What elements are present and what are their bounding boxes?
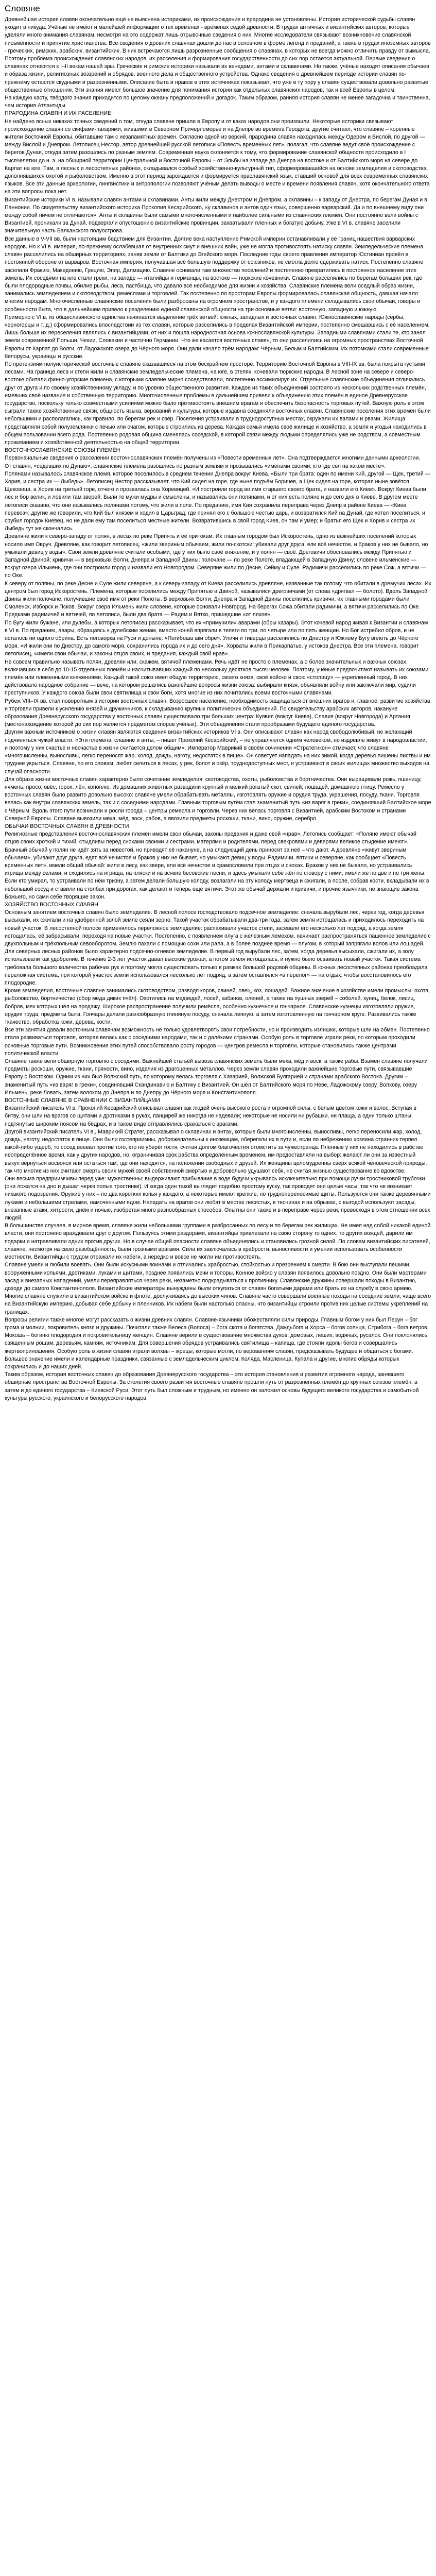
paragraph: Все эти занятия давали восточным славянам возможность не только удовлетворять свои потребности, но и производить излишки, которые шли на обмен. Постепенно стала развиваться торговля, которая велась как с соседними народами, так и с далёкими странами. Особую роль в торговле играли реки, по которым проходили основные торговые пути. Возникновение этих путей способствовало росту городов — центров ремесла и торговли, которые становились также центрами политической власти. [5,1027,430,1057]
paragraph: На каждую касту, твёрдого знания приходится по целому океану предположений и догадок. Таким образом, ранняя история славян не менее загадочна и таинственна, чем история Атлантиды. [5,95,430,109]
paragraph: Первоначальные сведения о расселении восточнославянских племён получены из «Повести временных лет». Она подтверждается многими данными археологии. [5,455,421,462]
paragraph: Не найдено ясных никаких точных сведений о том, откуда славяне пришли в Европу и от каких народов они произошли. Некоторые историки связывают происхождение славян со скифами-пахарями, жившими в Северном Причерноморье и на Днепре во времена Геродота; другие считают, что славяне – коренные жители Восточной Европы, обитавшие там с незапамятных времён. Согласно одной из версий, прародина славян находилась между Одером и Вислой, по другой — между Вислой и Днепром. Летописец Нестор, автор древнейшей русской летописи «Повесть временных лет», полагал, что славяне ведут своё происхождение с берегов Дуная, откуда затем разошлись по разным землям. Современная наука склоняется к тому, что формирование славянской общности происходило в I тысячелетии до н. э. на обширной территории Центральной и Восточной Европы – от Эльбы на западе до Днепра на востоке и от Балтийского моря на севере до Карпат на юге. Там, в лесных и лесостепных районах, складывался особый хозяйственно-культурный тип, сформировавшийся на основе земледелия и скотоводства, дополнявшихся охотой и рыболовством. Именно в этот период зарождается и формируется праславянский язык, ставший основой для всех современных славянских языков. Все эти данные археологии, лингвистики и антропологии позволяют учёным делать выводы о месте и времени появления славян, хотя окончательного ответа на эти вопросы пока нет. [5,118,430,195]
page-title: Словяне [5,4,40,13]
paragraph: Византийский писатель VI в. Прокопий Кесарийский описывал славян как людей очень высокого роста и огромной силы, с белым цветом кожи и волос. Вступая в битву, они шли на врагов со щитами и дротиками в руках, панцирей же никогда не надевали; некоторые не носили ни рубашки, ни плаща, а одни только штаны, подтянутые широким поясом на бёдрах, и в таком виде отправлялись сражаться с врагами. [5,1105,416,1127]
paragraph: По претензиям полуисторической восточные славяне оказавшиеся на этом бескрайнем просторе. Территорию Восточной Европы в VIII-IX вв. была покрыта густыми лесами. На границе леса и степи жили и славянские земледельческие племена, на юге, в степях, кочевали тюркские народы. В лесной зоне на севере и северо-востоке обитали финно-угорские племена, с которыми славяне мирно соседствовали, постепенно ассимилируя их. Отдельные славянские объединения отличались друг от друга и по своему хозяйственному укладу, и по уровню общественного развития. Каждое из таких объединений состояло из нескольких родственных племён, имевших своё название и собственную территорию. Многочисленные проблемы в дальнейшем привели к объединению этих племён в единое Древнерусское государство, поскольку только совместными усилиями можно было противостоять внешним врагам и обеспечить безопасность торговых путей. Важную роль в этом сыграли также хозяйственные связи, общность языка, верований и культуры, которые издавна соединяли восточных славян. Славянские поселения этих времён были небольшими и располагались, как правило, по берегам рек и озёр. Поселения устраивали в труднодоступных местах, окружали их валами и рвами. Жилища представляли собой полуземлянки с печью или очагом, которые строились из дерева. Каждая семья имела своё жилище и хозяйство, а земля и угодья находились в общем пользовании всего рода. Постепенно родовая община сменялась соседской, в которой связи между людьми определялись уже не родством, а совместным проживанием и хозяйственной деятельностью на общей территории. [5,361,431,446]
paragraph: Основным занятием восточных славян было земледелие. В лесной полосе господствовало подсечное земледелие: сначала вырубали лес, через год, когда деревья высыхали, их сжигали и на удобренной золой земле сеяли зерно. Такой участок обрабатывали два-три года, затем земля истощалась и приходилось переходить на новый участок. В лесостепной полосе применялось переложное земледелие: распахивали участок степи, засевали его несколько лет подряд, а когда земля истощалась, её забрасывали, переходя на новые участки. Постепенно, с появлением плуга с железным лемехом, начинает распространяться пашенное земледелие с двухпольным и трёхпольным севооборотом. Землю пахали с помощью сохи или рала, а в более позднее время — плугом, в который запрягали волов или лошадей. [5,909,431,947]
paragraph: Религиозные представления восточнославянских племён имели свои обычаи, законы предания и даже свой «нрав». Летопись сообщает: «Поляне имеют обычай отцов своих кроткий и тихий, стыдливы перед снохами своими и сестрами, матерями и родителями, перед свекровями и деверями великое стыдение имеют». Брачный обычай у полян не идёт зять за невестой, но приводят её накануне, а на следующий день приносят за неё – что дают. А древляне «живут звериным обычаем», убивают друг друга, едят всё нечистое и браков у них не бывает, но умыкают девиц у воды. Радимичи, вятичи и северяне, как сообщает «Повесть временных лет», имели общий обычай: жили в лесу, как звери, ели всё нечистое и срамословили при отцах и снохах. Браков у них не бывало, но устраивались игрища между селами, и сходились на игрища, на пляски и на всякие бесовские песни, и здесь умыкали себе жён по сговору с ними; имели же по две и по три жены. Если кто умирал, то устраивали по нём тризну, а затем делали большую колоду, возлагали на эту колоду мертвеца и сжигали, а после, собрав кости, вкладывали их в небольшой сосуд и ставили на столбах при дорогах, как делают и теперь ещё вятичи. Этот же обычай держали и кривичи, и прочие язычники, не знающие закона Божьего, но сами себе творящие закон. [5,831,429,900]
article-body [5,16,431,1402]
paragraph: Полянами называлось славянское племя, которое поселилось в среднем течении Днепра вокруг Киева. «Были три брата: один по имени Кий, другой — Щек, третий — Хорив, и сестра их — Лыбедь». Летописец Нестор рассказывает, что Кий сидел на горе, где ныне подъём Боричев, а Щек сидел на горе, которая ныне зовётся Щековица, а Хорив на третьей горе, отчего и прозвалась она Хоревицей. «И построили город во имя старшего своего брата, и назвали его Киев». Вокруг Киева были лес и бор велик, и ловили там зверей. Были те мужи мудры и смыслены, и назывались они полянами, и от них есть поляне и до сего дня в Киеве. В другом месте летописи сказано, что они назывались полянами потому, что жили в поле. По преданию, имя Кия сохранила переправа через Днепр в районе Киева — «Киев перевоз»; другие же говорили, что Кий был князем и ходил в Царьград, где принял его с большою честью царь, и возвратился Кий на Дунай, где хотел поселиться, и срубил городок Киевец, но не дали ему там поселиться местные жители. Возвратившись в свой город Киев, он там и умер; и братья его Щек и Хорив и сестра их Лыбедь тут же скончались. [5,470,431,532]
section-heading: ПРАРОДИНА СЛАВЯН И ИХ РАСЕЛЕНИЕ [5,110,112,117]
section-heading: ВОСТОЧНЫЕ СЛАВЯНЕ В СРАВНЕНИИ С ВИЗАНТИЙЦАМИ [5,1097,160,1104]
paragraph: Рубеж VIII–IX вв. стал поворотным в истории восточных славян. Возросшее население, необходимость защищаться от внешних врагов и, главное, развитие хозяйства и торговли привели к усилению князей и дружинников, к складыванию крупных политических объединений. По свидетельству арабских авторов, накануне образования Древнерусского государства у восточных славян существовало три больших центра: Куявия (вокруг Киева), Славия (вокруг Новгорода) и Артания (местонахождение которой до сих пор является предметом споров учёных). Эти объединения стали прообразами будущего единого государства. [5,698,430,728]
paragraph: Все данные в V-VII вв. были настоящим бедствием для Византии. Долгие века наступление Римской империи останавливали у её границ нашествия варварских народов. Но к VI в. империя, по-прежнему ослабевшая от внутренних смут и внешних войн, уже не могла противостоять натиску славян. Земледельческие племена славян расселились на обширных территориях, заняв земли от Балтики до Эгейского моря. Последние годы своего правления император Юстиниан провёл в постоянной обороне от варваров. Восточная империя, получавшая всё большую поддержку от союзников, не смогла долго сдерживать натиск. Постепенно славяне заселили Фракию, Македонию, Грецию, Эпир, Далмацию. Славяне основали там множество поселений и постепенно превратились в постоянное население этих земель. Их соседями на юге стали греки, на западе — италийцы и германцы, на востоке — тюркские кочевники. Славяне расселялись по берегам больших рек, где были плодородные почвы, обилие рыбы, леса, пастбища, что давало всё необходимое для жизни и хозяйства. Славянские племена вели оседлый образ жизни, занимались земледелием и скотоводством, ремёслами и торговлей. Так постепенно по просторам Европы формировалась славянская общность, давшая начало многим народам. Многочисленные славянские поселения были разбросаны на огромном пространстве, и у каждого племени складывались свои обычаи, говоры и особенности быта, что в дальнейшем привело к разделению единой славянской общности на три основные ветви: восточную, западную и южную. [5,235,424,313]
paragraph: Древнейшая история славян окончательно ещё не выяснена историками, их происхождение и прародина не установлены. История исторической судьбы славян уходит в никуда. Учёные не имеют и малейшей информации о тех временах - временах седой древности. В трудах античных и византийских авторов, которые уделяли много внимания славянам, несмотря на это содержат лишь отрывочные сведения о них. Многие исследователи связывают возникновение славянской письменности и принятие христианства. Все сведения о древних славянах дошли до нас в основном в форме легенд и преданий, а также в трудах иноземных авторов - греческих, римских, арабских, византийских. В них встречаются лишь разрозненные сообщения о славянах, в которых не всегда можно отличить правду от вымысла. Поэтому проблема происхождения славянских народов, их расселения и формирования государственности до сих пор остаётся актуальной. Первые сведения о славянах относятся к I–II векам нашей эры. Греческие и римские историки называли их венедами, антами и склавинами. Но также, учёные находят описания обычаев и образа жизни, религиозных воззрений и обрядов, военного дела и общественного устройства. Однако сведения о древнейшем периоде истории славян по-прежнему остаются скудными и разрозненными. Описание быта и нравов в этих источниках показывает, что уже в ту пору у славян существовали довольно развитые общественные отношения. Эти знания имеют большое значение для понимания истории как отдельных славянских народов, так и всей Европы в целом. [5,16,431,93]
section-heading: ВОСТОЧНОСЛАВЯНСКИЕ СОЮЗЫ ПЛЕМЁН [5,447,120,454]
paragraph: Византийские историки VI в. называли славян антами и склавинами. Анты жили между Днестром и Днепром, а склавины – к западу от Днестра, по берегам Дуная и в Паннонии. По свидетельству византийского историка Прокопия Кесарийского, «у склавинов и антов один язык, совершенно варварский. Да и по внешнему виду они между собой ничем не отличаются». Анты и склавины были самыми многочисленными и наиболее сильными из славянских племён. Они постоянно вели войны с Византией, проникали за Дунай, подвергали опустошению византийские провинции, захватывали пленных и богатую добычу. Уже в VI в. славяне заселили значительную часть Балканского полуострова. [5,196,427,234]
paragraph: В большинстве случаев, в мирное время, славяне жили небольшими группами в разбросанных по лесу и по берегам рек жилищах. Не имея над собой никакой единой власти, они постоянно враждовали друг с другом. Пользуясь этими раздорами, византийцы привлекали на свою сторону то одних, то других вождей, дарили им подарки и натравливали одних против других. Но в случае общей опасности славяне объединялись и становились грозной силой. По словам византийских писателей, славяне, несмотря на свою разобщённость, были грозными врагами. Сила их заключалась в храбрости, выносливости и умении использовать особенности местности. Византийцы с трудом отражали их набеги, а нередко и вовсе не могли им противостоять. [5,1223,431,1261]
paragraph: Таким образом, история восточных славян до образования Древнерусского государства – это история становления и развития огромного народа, занявшего обширные пространства Восточной Европы. За столетия своего развития восточные славяне прошли путь от разрозненных племён до крупных союзов племён, а затем и до единого государства – Киевской Руси. Этот путь был сложным и трудным, но именно он заложил основы будущего великого государства и самобытной культуры русского, украинского и белорусского народов. [5,1371,419,1401]
paragraph: К северу от поляны, по реке Десне и Суле жили северяне, а к северу-западу от Киева расселились древляне, названные так потому, что обитали в дремучих лесах. Их центром был город Искоростень. Племена, которые поселились между Припятью и Двиной, называлися дреговичами (от слова «дрягва» — болото). Вдоль Западной Двины жили полочане, получившие своё имя от реки Полоты. В верховьях Волги, Днепра и Западной Двины поселились кривичи, их главными городами были Смоленск, Изборск и Псков. Вокруг озера Ильмень жили словене, которые основали Новгород. На берегах Сожа обитали радимичи, а вятичи расселились по Оке. Предками радимичей и вятичей, по летописи, были два брата — Радим и Вятко, пришедшие «от ляхов». [5,580,431,618]
paragraph: Древляне жили к северо-западу от полян, в лесах по реке Припять и её притокам. Их главным городом был Искоростень, одно из важнейших поселений которых носило имя Овруч. Древляне, как говорит летописец, «жили звериным обычаем, жили по-скотски: убивали друг друга, ели всё нечистое, и браков у них не бывало, но умыкали девиц у воды». Свои земли древляне считали особыми, где у них было своё княжение, и у полян — своё. Дреговичи обосновались между Припятью и Западной Двиной; кривичи — в верховьях Волги, Днепра и Западной Двины; полочане — по реке Полоте, впадающей в Западную Двину; словене ильменские — вокруг озера Ильмень, где они построили город и назвали его Новгородом. Северяне жили по Десне, Сейму и Суле. Радимичи расселились по реке Сож, а вятичи — по Оке. [5,533,428,579]
paragraph: Другим важным источником о жизни славян являются сведения византийских историков VI в. Они описывают славян как народ свободолюбивый, не желающий подчиняться чужой власти. «Эти племена, славяне и анты, – пишет Прокопий Кесарийский, – не управляются одним человеком, но издревле живут в народовластии, и поэтому у них счастье и несчастье в жизни считается делом общим». Император Маврикий в своём сочинении «Стратегикон» отмечает, что славяне «многочисленны, выносливы, легко переносят жар, холод, дождь, наготу, недостаток в пище». Он советует нападать на них зимой, когда деревья лишены листвы и им труднее укрыться. Славяне, по его словам, любят селиться в лесах, у рек, болот и озёр, труднодоступных мест, и устраивают в своих жилищах множество выходов на случай опасности. [5,729,431,775]
paragraph: Вопросы религии также многое могут рассказать о жизни древних славян. Славяне-язычники обожествляли силы природы. Главным богом у них был Перун – бог грома и молнии, покровитель князя и дружины. Почитали также Велеса (Волоса) – бога скота и богатства, Даждьбога и Хорса – богов солнца, Стрибога – бога ветров, Мокошь – богиню плодородия и покровительницу женщин. Славяне верили в существование множества духов: домовых, леших, водяных, русалок. Они поклонялись священным рощам, деревьям, камням, источникам. Для совершения обрядов устраивались святилища – капища, где стояли идолы богов и совершались жертвоприношения. Особую роль в жизни славян играли волхвы – жрецы, которые могли, по верованиям славян, предсказывать будущее и общаться с богами. Большое значение имели и календарные праздники, связанные с земледельческим циклом: Коляда, Масленица, Купала и другие, многие обряды которых сохранились и до наших дней. [5,1316,429,1370]
paragraph: Славяне также вели обширную торговлю с соседями. Важнейшей статьёй вывоза славянских земель были меха, мёд и воск, а также рабы. Взамен славяне получали предметы роскоши, оружие, ткани, пряности, вино, изделия из драгоценных металлов. Через земли славян проходили важнейшие торговые пути, связывавшие Европу с Востоком. Одним из них был Волжский путь, по которому велась торговля с Хазарией, Волжской Булгарией и странами арабского Востока. Другим – знаменитый путь «из варяг в греки», соединявший Скандинавию и Балтику с Византией. Он шёл от Балтийского моря по Неве, Ладожскому озеру, Волхову, озеру Ильмень, реке Ловать, затем волоком до Днепра и по Днепру до Чёрного моря и Константинополя. [5,1058,428,1096]
paragraph: От славян, «седевших по Дунаю», славянские племена разошлись по разным землям и прозывались «именами своими, кто где сел на каком месте». [5,463,386,469]
paragraph: Примерно с VI в. из общеславянского единства начинается выделение трёх ветвей: южных, западных и восточных славян. Южнославянские народы (сербы, черногорцы и т. д.) сформировались впоследствии из тех славян, которые расселились в пределах Византийской империи, постепенно смешавшись с её населением. Лишь больше их переселения являлись с византийцами, от них и пошла народностная основа южнославянской культуры. Западными славянами стали те, кто занял земли современной Польши, Чехии, Словакии и частично Германии. Что же касается восточных славян, то они расселились на огромных пространствах Восточной Европы от Карпат до Волги, от Ладожского озера до Чёрного моря. Они дали начало трём народам: Чёрным, Белым и Балтийским. Их потомками стали современные белорусы, украинцы и русские. [5,314,430,360]
paragraph: Кроме земледелия, восточные славяне занимались скотоводством, разводя коров, свиней, овец, коз, лошадей. Важное значение в хозяйстве имели промыслы: охота, рыболовство, бортничество (сбор мёда диких пчёл). Охотились на медведей, лосей, кабанов, оленей, а также на пушных зверей – соболей, куниц, белок, лисиц, бобров, мех которых шёл на продажу. Широкое распространение получили ремёсла, особенно кузнечное и гончарное. Славянские кузнецы изготовляли оружие, орудия труда, предметы быта. Гончары делали разнообразную глиняную посуду, сначала лепную, а затем изготовленную на гончарном круге. Развивались также ткачество, обработка кожи, дерева, кости. [5,988,430,1025]
paragraph: Не совсем правильно называть полян, древлян или, скажем, вятичей племенами. Речь идёт не просто о племенах, а о более значительных и важных союзах, включавших в себя до 10-15 отдельных племён и насчитывавших каждый по нескольку десятков тысяч человек. Поэтому, учёные предпочитают называть их союзами племён или племенными княжениями. Каждый такой союз имел общую территорию, своего князя, своё войско и свою «столицу» — укреплённый город. В них действовало народное собрание — вече, на котором решались важнейшие вопросы жизни союза: выбирали князя, объявляли войну или заключали мир, судили преступников. У каждого союза были свои святилища и свои боги, хотя многие из них почитались всеми восточными славянами. [5,658,429,697]
paragraph: Для северных лесных районов было характерно подсечно-огневое земледелие. В первый год вырубали лес, затем, когда деревья высыхали, сжигали их, а золу использовали как удобрение. В течение 2-3 лет участок давал высокие урожаи, а потом земля истощалась, и нужно было осваивать новый участок. Такая система требовала большого количества рабочих рук и поэтому могла существовать только в рамках большой родовой общины. В южных лесостепных районах преобладала переложная система, при которой участок земли использовался несколько лет подряд, а затем оставлялся «в перелог» — на отдых, чтобы восстановилось его плодородие. [5,948,428,986]
section-heading: ОБЫЧАИ ВОСТОЧНЫХ СЛАВЯН В ДРЕВНОСТИ [5,823,129,829]
paragraph: По Бугу жили бужане, или дулебы, а которых летописец рассказывает, что их «примучили» аварами (обры хазары). Этот кочевой народ живая к Византии и славянам в VI в. По преданию, авары, обращаясь к дулебским женам, вместо коней впрягали в телеги по три, по четыре или по пять женщин. Но Бог истребил обров, и не осталось ни одного обрина. Есть поговорка на Руси и доныне: «Погибоша аки обре». Уличи и тиверцы расселились по Днестру и Южному Бугу вплоть до Чёрного моря. «И жили они по Днестру, до самого моря, сохранились города их и до сего дня». Хорваты жили в Прикарпатье, у истоков Днестра. Все эти племена, говорит летописец, «имели свои обычаи, и законы отцов своих, и предания, каждый свой нрав». [5,619,428,657]
paragraph: Для образа жизни восточных славян характерно было сочетание земледелия, скотоводства, охоты, рыболовства и бортничества. Они выращивали рожь, пшеницу, ячмень, просо, овёс, горох, лён, коноплю. Из домашних животных разводили крупный и мелкий рогатый скот, свиней, лошадей, домашнюю птицу. Ремесло у восточных славян было развито довольно высоко: славяне умели обрабатывать металлы, изготовлять оружие и орудия труда, украшения, посуду, ткани. Торговля велась как внутри славянских земель, так и с соседними народами. Главным торговым путём стал знаменитый путь «из варяг в греки», соединявший Балтийское море с Чёрным. Вдоль этого пути возникали и росли города – центры ремесла и торговли. Через них велась торговля с Византией, арабским Востоком и странами Северной Европы. Славяне вывозили меха, мёд, воск, рабов, а ввозили предметы роскоши, ткани, вино, оружие, серебро. [5,776,431,822]
paragraph: Другой византийский писатель VI в., Маврикий Стратег, рассказывал о склавинах и антах, которые были многочисленны, выносливы, легко переносили жар, холод, дождь, наготу, недостаток в пище. Они были гостеприимны, доброжелательны к иноземцам, оберегали их в пути и, если по небрежению хозяина странник терпел какой-либо ущерб, то сосед воевал против того, кто не уберёг гостя, считая долгом благочестия отомстить за чужестранца. Пленные у них не находились в рабстве неопределённое время, как у других народов, но, ограничивая срок рабства определённым временем, им предоставляли на выбор: желают ли они за известный выкуп вернуться восвояси или остаться там, где они находятся, на положении свободных и друзей. Их женщины целомудренны сверх всякой человеческой природы, так что многие из них считают смерть своих мужей своей собственной смертью и добровольно удушают себя, не считая жизнью существование во вдовстве. [5,1128,427,1174]
paragraph: Славяне умели и любили воевать. Они были искусными воинами и отличались храбростью, стойкостью и презрением к смерти. В бою они выступали пешими, вооружёнными копьями, дротиками, луками и щитами, позднее появились мечи и топоры. Конное войско у славян появилось довольно поздно. Они были мастерами засад и внезапных нападений, умели переправляться через реки, незаметно подкрадываться к противнику. Славянские дружины совершали походы в Византию, доходя до самого Константинополя. Византийские императоры вынуждены были откупаться от славян богатыми дарами или брать их на службу в свою армию. Многие славяне служили в византийском войске и флоте, дослуживаясь до высоких чинов. Славяне часто совершали военные походы на соседние земли, чаще всего на Византийскую империю, добывая себе добычу и пленников. Их набеги были настолько опасны, что византийцы строили против них целые системы укреплений на границах. [5,1262,431,1315]
paragraph: Они весьма предприимчивы перед уже: мужественны: выдерживают прибывание в воде будучи укрываясь исключительно при помощи ручки тростниковой трубочки (они ложатся на дно и дышат через полые тростинки). И когда один такой выглядит подобно простому куску, так проводят они целые часы, так что не возникает никакого подозрения. Оружие у них – по два коротких копья у каждого, а некоторые имеют крепкие, но труднопереносимые щиты. Пользуются они также деревянными луками и небольшими стрелами, намоченными ядом. Нападать на врагов они любят в местах лесистых, в теснинах и на обрывах, с выгодой используют засады, внезапные атаки, хитрости, днём и ночью, изобретая много разнообразных способов. Опытны они также и в переправе через реки, превосходя в этом отношении всех людей. [5,1176,431,1222]
section-heading: ХОЗЯЙСТВО ВОСТОЧНЫХ СЛАВЯН [5,901,98,908]
